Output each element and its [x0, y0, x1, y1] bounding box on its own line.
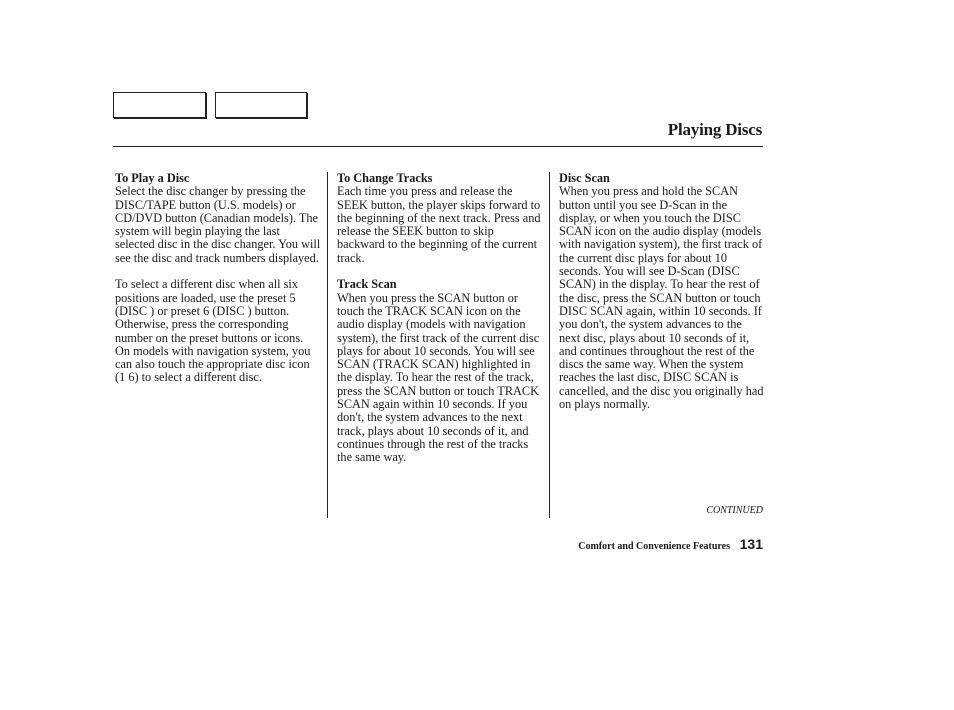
paragraph-change-tracks: Each time you press and release the SEEK button, the player skips forward to the beginning of the next track. Press and release the SEEK button to skip backward to the beginning of the current track. [337, 184, 541, 265]
footer-section-title: Comfort and Convenience Features [578, 541, 730, 552]
column-disc-scan [559, 172, 765, 411]
page-title: Playing Discs [667, 120, 762, 139]
header-rule [113, 146, 763, 147]
nav-button-index[interactable] [215, 92, 307, 118]
column-divider [549, 172, 550, 518]
nav-button-main-menu[interactable] [113, 92, 206, 118]
heading-to-play-a-disc: To Play a Disc [115, 171, 190, 185]
column-play-disc [115, 172, 321, 385]
paragraph-select-different-disc: To select a different disc when all six positions are loaded, use the preset 5 (DISC ) or preset 6 (DISC ) button. Otherwise, press the corresponding number on the preset buttons or icons. On models with navigation system, you can also touch the appropriate disc icon (1 6) to select a different disc. [115, 277, 311, 385]
column-change-tracks [337, 172, 543, 465]
paragraph-select-changer: Select the disc changer by pressing the DISC/TAPE button (U.S. models) or CD/DVD button (Canadian models). The system will begin playing the last selected disc in the disc changer. You will see the disc and track numbers displayed. [115, 184, 321, 265]
paragraph-disc-scan: When you press and hold the SCAN button until you see D-Scan in the display, or when you touch the DISC SCAN icon on the audio display (models with navigation system), the first track of the current disc plays for about 10 seconds. You will see D-Scan (DISC SCAN) in the display. To hear the rest of the disc, press the SCAN button or touch DISC SCAN again, within 10 seconds. If you don't, the system advances to the next disc, plays about 10 seconds of it, and continues throughout the rest of the discs the same way. When the system reaches the last disc, DISC SCAN is cancelled, and the disc you originally had on plays normally. [559, 184, 764, 412]
heading-track-scan: Track Scan [337, 277, 397, 292]
page-number: 131 [739, 536, 763, 552]
paragraph-track-scan: When you press the SCAN button or touch the TRACK SCAN icon on the audio display (models with navigation system), the first track of the current disc plays for about 10 seconds. You will see SCAN (TRACK SCAN) highlighted in the display. To hear the rest of the track, press the SCAN button or touch TRACK SCAN again within 10 seconds. If you don't, the system advances to the next track, plays about 10 seconds of it, and continues through the rest of the tracks the same way. [337, 290, 540, 465]
column-divider [327, 172, 328, 518]
heading-disc-scan: Disc Scan [559, 171, 610, 185]
continued-label: CONTINUED [706, 505, 763, 516]
heading-to-change-tracks: To Change Tracks [337, 171, 433, 185]
